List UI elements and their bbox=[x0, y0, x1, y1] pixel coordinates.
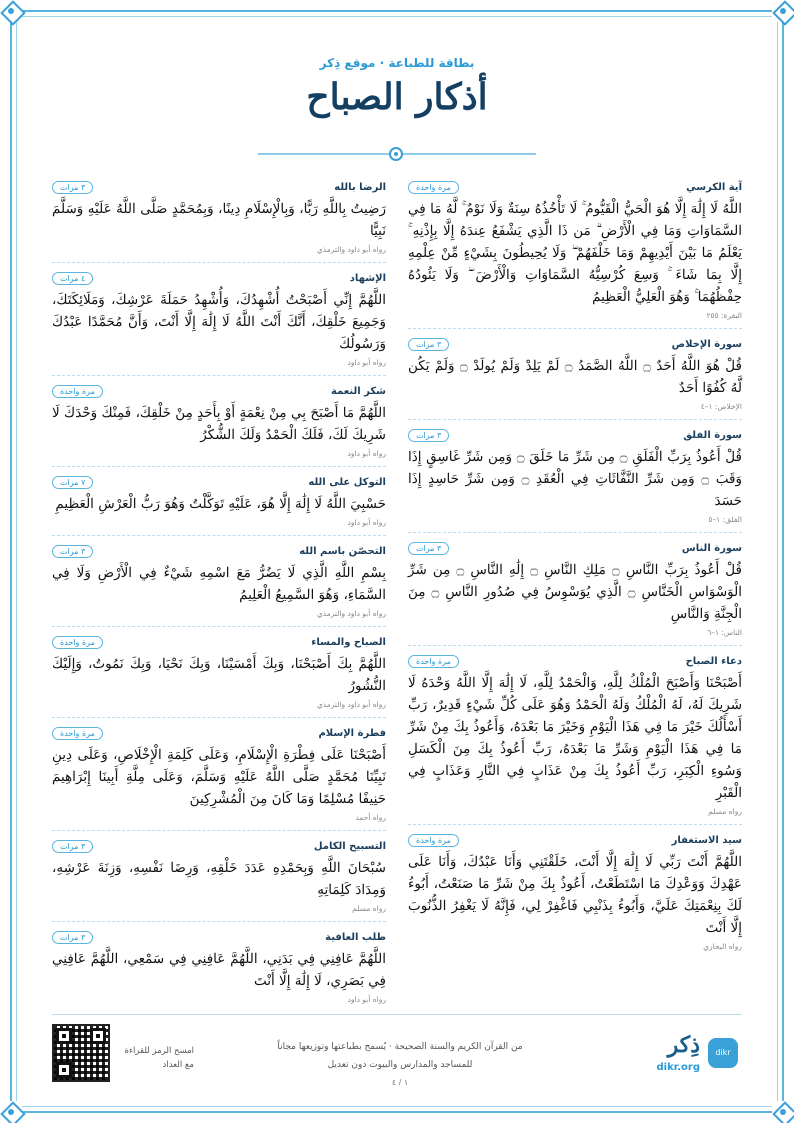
qr-finder-icon bbox=[90, 1028, 106, 1044]
dhikr-title: سيد الاستغفار bbox=[671, 834, 742, 846]
dhikr-title: سورة الناس bbox=[681, 542, 742, 554]
repeat-count-badge: ٧ مرات bbox=[52, 476, 93, 489]
dhikr-title: فطرة الإسلام bbox=[318, 727, 386, 739]
dhikr-title: آية الكرسي bbox=[686, 181, 742, 193]
dhikr-text: حَسْبِيَ اللَّهُ لَا إِلَٰهَ إِلَّا هُوَ، عَلَيْهِ تَوَكَّلْتُ وَهُوَ رَبُّ الْعَرْشِ الْعَظِيمِ bbox=[55, 496, 386, 512]
dhikr-title: التحصّن باسم الله bbox=[299, 545, 386, 557]
repeat-count-badge: مرة واحدة bbox=[408, 655, 459, 668]
dikr-logo-icon: dikr bbox=[708, 1038, 738, 1068]
dhikr-text: قُلْ هُوَ اللَّهُ أَحَدٌ ۝ اللَّهُ الصَّمَدُ ۝ لَمْ يَلِدْ وَلَمْ يُولَدْ ۝ وَلَمْ يَكُن لَّهُ كُفُوًا أَحَدٌ bbox=[408, 358, 742, 396]
corner-ornament-icon bbox=[0, 0, 22, 22]
dhikr-card bbox=[52, 922, 386, 1012]
dhikr-text: اللَّهُمَّ بِكَ أَصْبَحْنَا، وَبِكَ أَمْسَيْنَا، وَبِكَ نَحْيَا، وَبِكَ نَمُوتُ، وَإِلَيْكَ النُّشُورُ bbox=[52, 656, 386, 694]
repeat-count-badge: ٣ مرات bbox=[52, 545, 93, 558]
repeat-count-badge: ٣ مرات bbox=[408, 338, 449, 351]
dhikr-card bbox=[408, 172, 742, 329]
dhikr-title: الرضا بالله bbox=[334, 181, 386, 193]
repeat-count-badge: ٤ مرات bbox=[52, 272, 93, 285]
dhikr-source: رواه مسلم bbox=[352, 904, 386, 913]
dhikr-card bbox=[52, 172, 386, 263]
page-header bbox=[0, 56, 794, 119]
dhikr-text: اللَّهُمَّ عَافِنِي فِي بَدَنِي، اللَّهُمَّ عَافِنِي فِي سَمْعِي، اللَّهُمَّ عَافِنِي فِي بَصَرِي، لَا إِلَٰهَ إِلَّا أَنْتَ bbox=[52, 951, 386, 989]
corner-ornament-icon bbox=[772, 0, 794, 22]
qr-caption: امسح الرمز للقراءة مع العداد bbox=[124, 1046, 194, 1070]
dhikr-card bbox=[52, 376, 386, 467]
dhikr-source: رواه أبو داود والترمذي bbox=[316, 609, 386, 618]
repeat-count-badge: مرة واحدة bbox=[408, 834, 459, 847]
dhikr-card bbox=[408, 533, 742, 646]
dhikr-source: رواه أبو داود والترمذي bbox=[316, 700, 386, 709]
dhikr-text: سُبْحَانَ اللَّهِ وَبِحَمْدِهِ عَدَدَ خَلْقِهِ، وَرِضَا نَفْسِهِ، وَزِنَةَ عَرْشِهِ، وَمِدَادَ كَلِمَاتِهِ bbox=[52, 860, 386, 898]
page-number: ١ / ٤ bbox=[391, 1078, 409, 1087]
left-column bbox=[52, 172, 386, 1012]
brand-url-link[interactable]: dikr.org bbox=[656, 1062, 700, 1073]
brand-wordmark: ذِكر bbox=[667, 1032, 700, 1058]
repeat-count-badge: مرة واحدة bbox=[52, 636, 103, 649]
dhikr-source: رواه مسلم bbox=[708, 807, 742, 816]
dhikr-text: قُلْ أَعُوذُ بِرَبِّ النَّاسِ ۝ مَلِكِ النَّاسِ ۝ إِلَٰهِ النَّاسِ ۝ مِن شَرِّ الْوَسْوَاسِ الْخَنَّاسِ ۝ الَّذِي يُوَسْوِسُ فِي صُدُورِ النَّاسِ ۝ مِنَ الْجِنَّةِ وَالنَّاسِ bbox=[408, 562, 742, 622]
dhikr-source: رواه أبو داود والترمذي bbox=[316, 245, 386, 254]
dhikr-card bbox=[408, 646, 742, 825]
repeat-count-badge: ٣ مرات bbox=[408, 542, 449, 555]
dhikr-source: رواه أحمد bbox=[355, 813, 386, 822]
dhikr-source: رواه أبو داود bbox=[347, 518, 386, 527]
dhikr-text: أَصْبَحْنَا وَأَصْبَحَ الْمُلْكُ لِلَّهِ، وَالْحَمْدُ لِلَّهِ، لَا إِلَٰهَ إِلَّا اللَّهُ وَحْدَهُ لَا شَرِيكَ لَهُ، لَهُ الْمُلْكُ وَلَهُ الْحَمْدُ وَهُوَ عَلَى كُلِّ شَيْءٍ قَدِيرٌ، رَبِّ أَسْأَلُكَ خَيْرَ مَا فِي هَذَا الْيَوْمِ وَخَيْرَ مَا بَعْدَهُ، وَأَعُوذُ بِكَ مِنْ شَرِّ مَا فِي هَذَا الْيَوْمِ وَشَرِّ مَا بَعْدَهُ، رَبِّ أَعُوذُ بِكَ مِنَ الْكَسَلِ وَسُوءِ الْكِبَرِ، رَبِّ أَعُوذُ بِكَ مِنْ عَذَابٍ فِي النَّارِ وَعَذَابٍ فِي الْقَبْرِ bbox=[408, 675, 742, 801]
footer-line-1: من القرآن الكريم والسنة الصحيحة · يُسمح بطباعتها وتوزيعها مجاناً bbox=[277, 1042, 523, 1052]
dhikr-card bbox=[52, 831, 386, 922]
footer-note bbox=[230, 1038, 570, 1092]
dhikr-source: رواه أبو داود bbox=[347, 358, 386, 367]
dhikr-text: اللَّهُمَّ إِنِّي أَصْبَحْتُ أُشْهِدُكَ، وَأُشْهِدُ حَمَلَةَ عَرْشِكَ، وَمَلَائِكَتَكَ، وَجَمِيعَ خَلْقِكَ، أَنَّكَ أَنْتَ اللَّهُ لَا إِلَٰهَ إِلَّا أَنْتَ، وَأَنَّ مُحَمَّدًا عَبْدُكَ وَرَسُولُكَ bbox=[52, 292, 386, 352]
dhikr-text: قُلْ أَعُوذُ بِرَبِّ الْفَلَقِ ۝ مِن شَرِّ مَا خَلَقَ ۝ وَمِن شَرِّ غَاسِقٍ إِذَا وَقَبَ ۝ وَمِن شَرِّ النَّفَّاثَاتِ فِي الْعُقَدِ ۝ وَمِن شَرِّ حَاسِدٍ إِذَا حَسَدَ bbox=[408, 449, 742, 509]
dhikr-title: التسبيح الكامل bbox=[313, 840, 386, 852]
repeat-count-badge: ٣ مرات bbox=[52, 181, 93, 194]
repeat-count-badge: ٣ مرات bbox=[52, 931, 93, 944]
dhikr-card bbox=[408, 825, 742, 959]
footer-line-2: للمساجد والمدارس والبيوت دون تعديل bbox=[327, 1060, 473, 1070]
dhikr-title: الصباح والمساء bbox=[311, 636, 386, 648]
dhikr-card bbox=[52, 467, 386, 536]
dhikr-text: أَصْبَحْنَا عَلَى فِطْرَةِ الْإِسْلَامِ، وَعَلَى كَلِمَةِ الْإِخْلَاصِ، وَعَلَى دِينِ نَبِيِّنَا مُحَمَّدٍ صَلَّى اللَّهُ عَلَيْهِ وَسَلَّمَ، وَعَلَى مِلَّةِ أَبِينَا إِبْرَاهِيمَ حَنِيفًا مُسْلِمًا وَمَا كَانَ مِنَ الْمُشْرِكِينَ bbox=[52, 747, 386, 807]
dhikr-title: الإشهاد bbox=[349, 272, 386, 284]
right-column bbox=[408, 172, 742, 959]
dhikr-text: اللَّهُ لَا إِلَٰهَ إِلَّا هُوَ الْحَيُّ الْقَيُّومُ ۚ لَا تَأْخُذُهُ سِنَةٌ وَلَا نَوْمٌ ۚ لَّهُ مَا فِي السَّمَاوَاتِ وَمَا فِي الْأَرْضِ ۗ مَن ذَا الَّذِي يَشْفَعُ عِندَهُ إِلَّا بِإِذْنِهِ ۚ يَعْلَمُ مَا بَيْنَ أَيْدِيهِمْ وَمَا خَلْفَهُمْ ۖ وَلَا يُحِيطُونَ بِشَيْءٍ مِّنْ عِلْمِهِ إِلَّا بِمَا شَاءَ ۚ وَسِعَ كُرْسِيُّهُ السَّمَاوَاتِ وَالْأَرْضَ ۖ وَلَا يَئُودُهُ حِفْظُهُمَا ۚ وَهُوَ الْعَلِيُّ الْعَظِيمُ bbox=[408, 201, 742, 305]
repeat-count-badge: مرة واحدة bbox=[52, 727, 103, 740]
qr-code-icon[interactable] bbox=[52, 1024, 110, 1082]
dhikr-text: بِسْمِ اللَّهِ الَّذِي لَا يَضُرُّ مَعَ اسْمِهِ شَيْءٌ فِي الْأَرْضِ وَلَا فِي السَّمَاءِ، وَهُوَ السَّمِيعُ الْعَلِيمُ bbox=[52, 565, 386, 603]
dhikr-card bbox=[52, 536, 386, 627]
repeat-count-badge: ٣ مرات bbox=[52, 840, 93, 853]
repeat-count-badge: مرة واحدة bbox=[408, 181, 459, 194]
divider-ornament-icon bbox=[389, 147, 403, 161]
dhikr-text: اللَّهُمَّ مَا أَصْبَحَ بِي مِنْ نِعْمَةٍ أَوْ بِأَحَدٍ مِنْ خَلْقِكَ، فَمِنْكَ وَحْدَكَ لَا شَرِيكَ لَكَ، فَلَكَ الْحَمْدُ وَلَكَ الشُّكْرُ bbox=[52, 405, 386, 443]
dhikr-text: رَضِيتُ بِاللَّهِ رَبًّا، وَبِالْإِسْلَامِ دِينًا، وَبِمُحَمَّدٍ صَلَّى اللَّهُ عَلَيْهِ وَسَلَّمَ نَبِيًّا bbox=[52, 201, 386, 239]
dhikr-title: شكر النعمة bbox=[330, 385, 386, 397]
repeat-count-badge: ٣ مرات bbox=[408, 429, 449, 442]
dhikr-source: الفلق: ١–٥ bbox=[708, 515, 742, 524]
corner-ornament-icon bbox=[772, 1101, 794, 1123]
page-subtitle: بطاقة للطباعة · موقع ذِكر bbox=[319, 56, 475, 70]
dhikr-source: رواه البخاري bbox=[703, 942, 742, 951]
dhikr-title: دعاء الصباح bbox=[685, 655, 742, 667]
dhikr-card bbox=[408, 420, 742, 533]
repeat-count-badge: مرة واحدة bbox=[52, 385, 103, 398]
qr-finder-icon bbox=[56, 1028, 72, 1044]
dhikr-title: طلب العافية bbox=[325, 931, 386, 943]
dhikr-card bbox=[52, 263, 386, 376]
dhikr-text: اللَّهُمَّ أَنْتَ رَبِّي لَا إِلَٰهَ إِلَّا أَنْتَ، خَلَقْتَنِي وَأَنَا عَبْدُكَ، وَأَنَا عَلَى عَهْدِكَ وَوَعْدِكَ مَا اسْتَطَعْتُ، أَعُوذُ بِكَ مِنْ شَرِّ مَا صَنَعْتُ، أَبُوءُ لَكَ بِنِعْمَتِكَ عَلَيَّ، وَأَبُوءُ بِذَنْبِي فَاغْفِرْ لِي، فَإِنَّهُ لَا يَغْفِرُ الذُّنُوبَ إِلَّا أَنْتَ bbox=[408, 854, 742, 936]
dhikr-source: رواه أبو داود bbox=[347, 995, 386, 1004]
dhikr-source: رواه أبو داود bbox=[347, 449, 386, 458]
dhikr-source: الإخلاص: ١–٤ bbox=[700, 402, 742, 411]
dhikr-title: سورة الإخلاص bbox=[671, 338, 742, 350]
qr-finder-icon bbox=[56, 1062, 72, 1078]
dhikr-source: البقرة: ٢٥٥ bbox=[706, 311, 742, 320]
dhikr-source: الناس: ١–٦ bbox=[707, 628, 742, 637]
dhikr-title: التوكل على الله bbox=[308, 476, 386, 488]
corner-ornament-icon bbox=[0, 1101, 22, 1123]
dhikr-title: سورة الفلق bbox=[683, 429, 742, 441]
dhikr-card bbox=[408, 329, 742, 420]
footer-divider bbox=[52, 1014, 742, 1015]
dhikr-card bbox=[52, 718, 386, 831]
page-title: أذكار الصباح bbox=[306, 76, 488, 118]
dhikr-card bbox=[52, 627, 386, 718]
